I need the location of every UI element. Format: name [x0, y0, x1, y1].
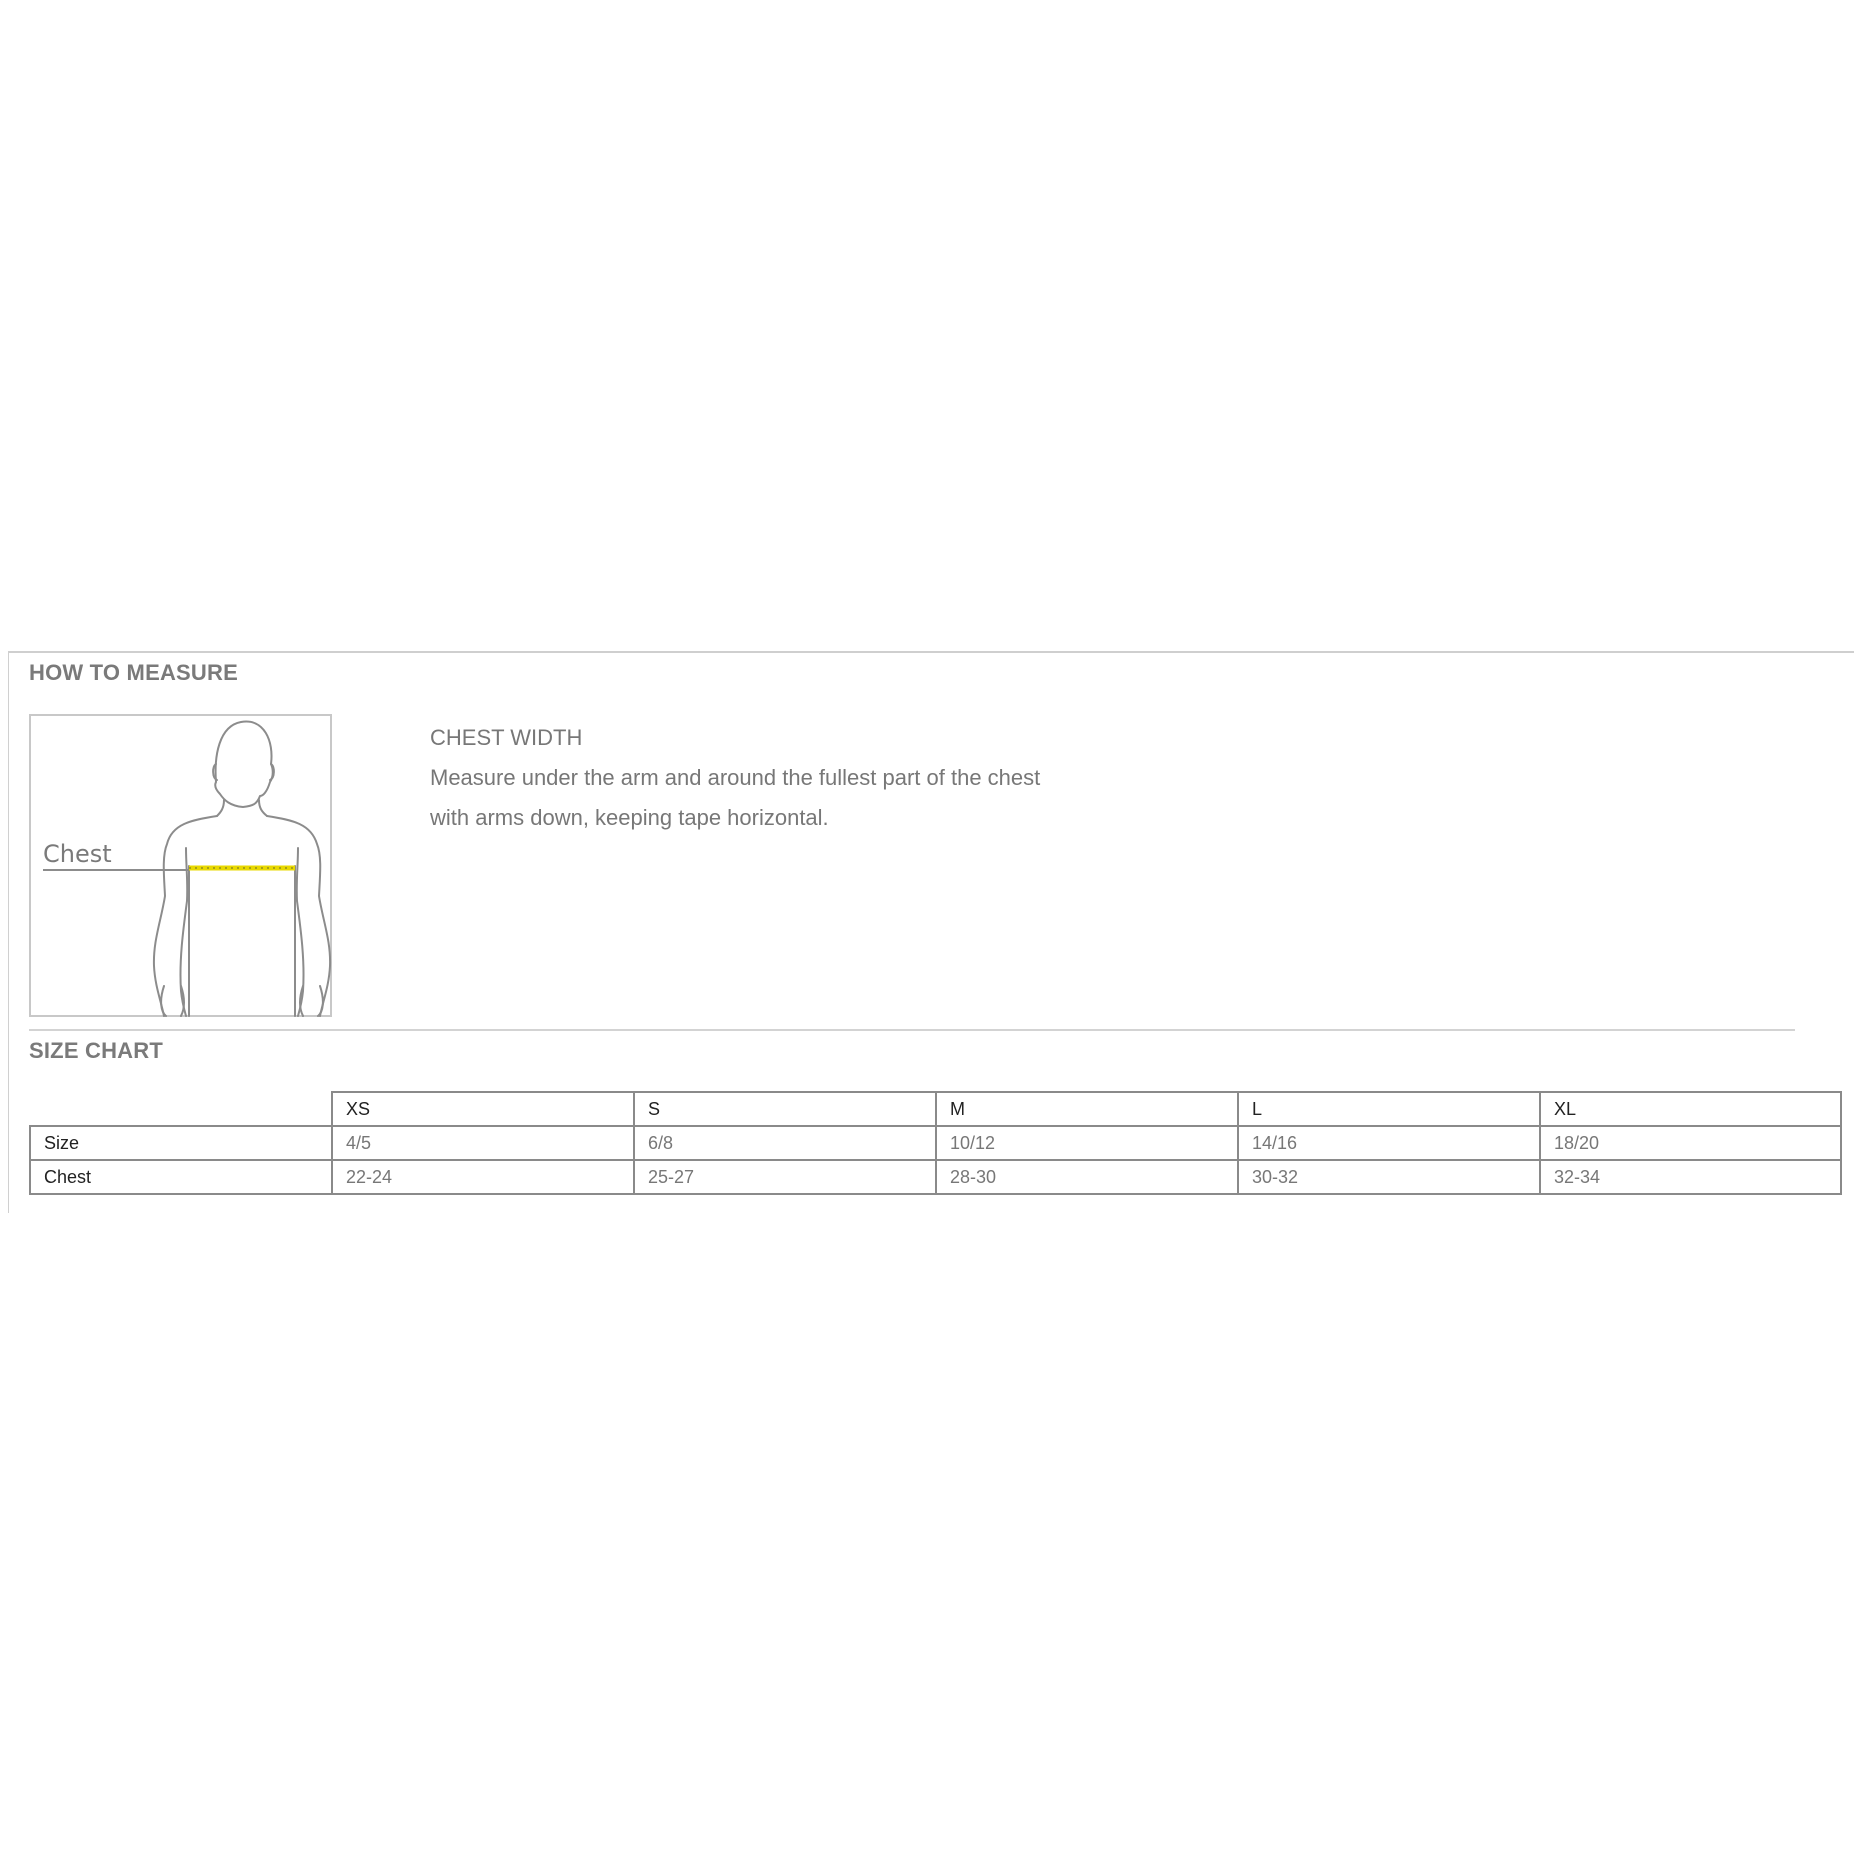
column-header-xs: XS: [332, 1092, 634, 1126]
table-cell: 22-24: [332, 1160, 634, 1194]
body-figure-illustration: [29, 714, 332, 1017]
table-cell: 14/16: [1238, 1126, 1540, 1160]
table-header-row: [30, 1092, 1841, 1126]
table-cell: 25-27: [634, 1160, 936, 1194]
measure-line-1: Measure under the arm and around the fullest part of the chest: [430, 765, 1041, 790]
size-chart-title: SIZE CHART: [29, 1038, 163, 1063]
size-chart-table: [29, 1091, 1842, 1195]
column-header-s: S: [634, 1092, 936, 1126]
column-header-m: M: [936, 1092, 1238, 1126]
table-cell: 32-34: [1540, 1160, 1841, 1194]
chest-figure-label: Chest: [43, 840, 112, 868]
table-cell: 6/8: [634, 1126, 936, 1160]
table-row: [30, 1160, 1841, 1194]
how-to-measure-title: HOW TO MEASURE: [29, 660, 238, 685]
column-header-l: L: [1238, 1092, 1540, 1126]
measure-line-2: with arms down, keeping tape horizontal.: [430, 805, 829, 830]
measure-instructions: [430, 718, 1040, 838]
table-cell: 30-32: [1238, 1160, 1540, 1194]
row-label-chest: Chest: [30, 1160, 332, 1194]
top-divider: [8, 651, 1854, 653]
measure-heading: CHEST WIDTH: [430, 725, 583, 750]
left-divider: [8, 651, 9, 1213]
table-cell: 18/20: [1540, 1126, 1841, 1160]
table-row: [30, 1126, 1841, 1160]
table-cell: 28-30: [936, 1160, 1238, 1194]
table-cell: 4/5: [332, 1126, 634, 1160]
table-cell: 10/12: [936, 1126, 1238, 1160]
table-corner-cell: [30, 1092, 332, 1126]
column-header-xl: XL: [1540, 1092, 1841, 1126]
row-label-size: Size: [30, 1126, 332, 1160]
human-silhouette-icon: [31, 716, 334, 1019]
section-divider: [29, 1029, 1795, 1031]
